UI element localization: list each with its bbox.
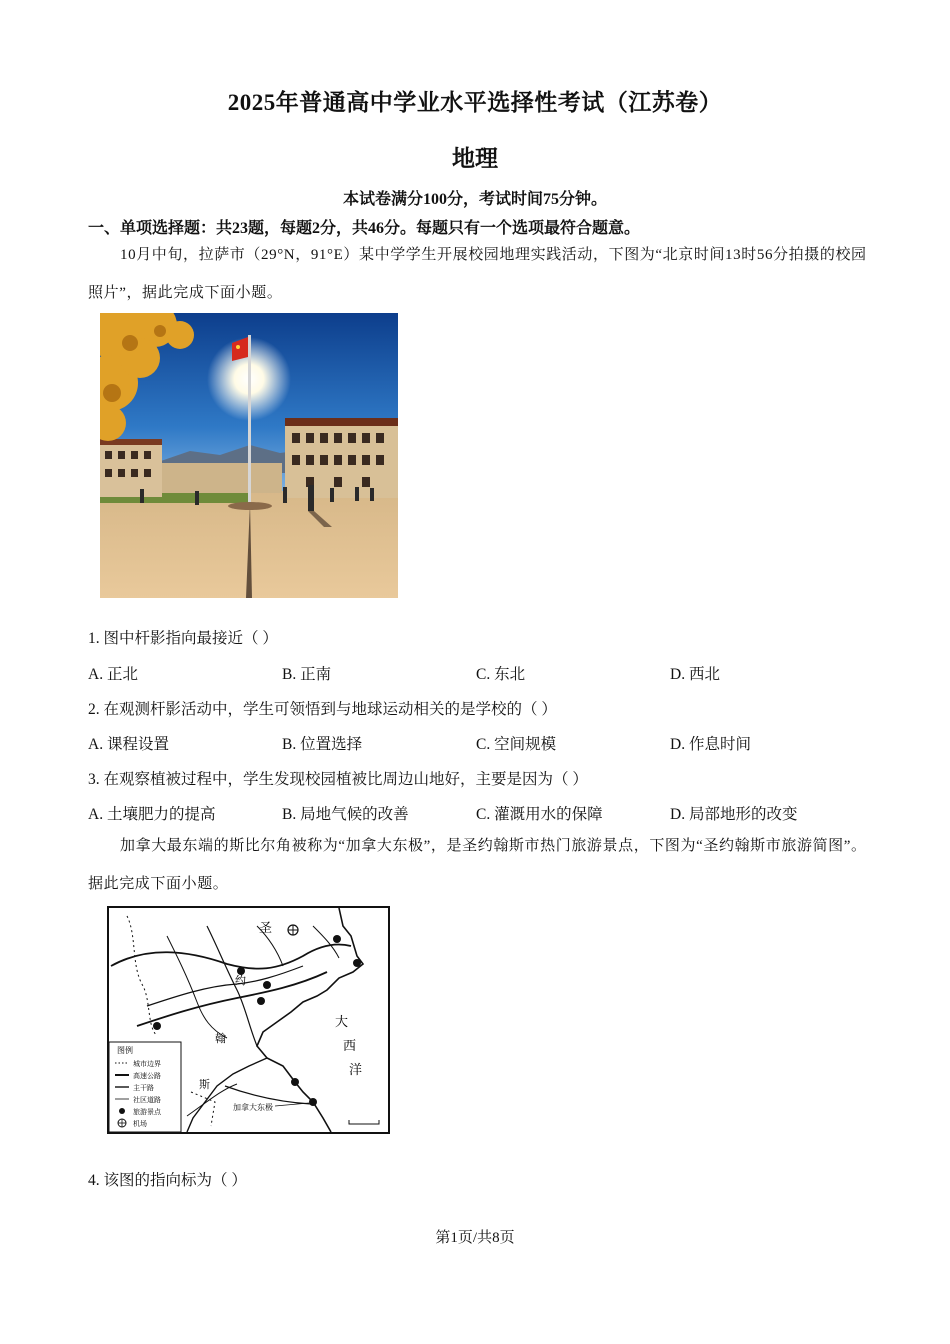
option-c[interactable]: C. 东北 xyxy=(476,666,526,683)
question-2-stem: 2. 在观测杆影活动中，学生可领悟到与地球运动相关的是学校的（ ） xyxy=(88,701,557,718)
question-1-stem: 1. 图中杆影指向最接近（ ） xyxy=(88,630,278,647)
option-d[interactable]: D. 局部地形的改变 xyxy=(670,806,798,823)
option-c[interactable]: C. 空间规模 xyxy=(476,736,557,753)
question-3-stem: 3. 在观察植被过程中，学生发现校园植被比周边山地好，主要是因为（ ） xyxy=(88,771,588,788)
legend-highway: 高速公路 xyxy=(133,1072,161,1080)
legend-airport: 机场 xyxy=(133,1120,147,1128)
page-footer: 第1页/共8页 xyxy=(435,1230,515,1246)
label-han: 翰 xyxy=(215,1032,226,1045)
exam-title: 2025年普通高中学业水平选择性考试（江苏卷） xyxy=(227,90,723,115)
option-b[interactable]: B. 正南 xyxy=(282,666,332,683)
exam-note: 本试卷满分100分，考试时间75分钟。 xyxy=(342,191,607,208)
option-a[interactable]: A. 课程设置 xyxy=(88,736,169,753)
option-d[interactable]: D. 西北 xyxy=(670,666,720,683)
legend-title: 图例 xyxy=(117,1046,133,1055)
campus-photo xyxy=(100,313,398,598)
legend-main-road: 主干路 xyxy=(133,1084,154,1092)
passage-2: 加拿大最东端的斯比尔角被称为“加拿大东极”，是圣约翰斯市热门旅游景点，下图为“圣约翰斯市旅游简图”。据此完成下面小题。 xyxy=(88,838,867,892)
label-sheng: 圣 xyxy=(259,921,273,936)
label-cape: 加拿大东极 xyxy=(233,1103,273,1112)
option-b[interactable]: B. 位置选择 xyxy=(282,736,363,753)
subject-title: 地理 xyxy=(452,146,498,171)
label-yue: 约 xyxy=(235,974,246,987)
question-4-stem: 4. 该图的指向标为（ ） xyxy=(88,1172,247,1189)
option-c[interactable]: C. 灌溉用水的保障 xyxy=(476,806,603,823)
passage-1: 10月中旬，拉萨市（29°N，91°E）某中学学生开展校园地理实践活动，下图为“北京时间13时56分拍摄的校园照片”，据此完成下面小题。 xyxy=(88,247,867,301)
legend-city-boundary: 城市边界 xyxy=(133,1060,161,1068)
option-d[interactable]: D. 作息时间 xyxy=(670,736,751,753)
label-da: 大 xyxy=(335,1015,349,1030)
option-a[interactable]: A. 土壤肥力的提高 xyxy=(88,806,216,823)
legend-tourist-spot: 旅游景点 xyxy=(133,1108,161,1116)
option-a[interactable]: A. 正北 xyxy=(88,666,138,683)
label-yang: 洋 xyxy=(349,1063,363,1078)
option-b[interactable]: B. 局地气候的改善 xyxy=(282,806,409,823)
legend-community-road: 社区道路 xyxy=(133,1096,161,1104)
label-si: 斯 xyxy=(199,1078,210,1091)
section-heading: 一、单项选择题：共23题，每题2分，共46分。每题只有一个选项最符合题意。 xyxy=(88,220,641,237)
label-xi: 西 xyxy=(343,1039,357,1054)
tourist-map xyxy=(107,906,390,1134)
